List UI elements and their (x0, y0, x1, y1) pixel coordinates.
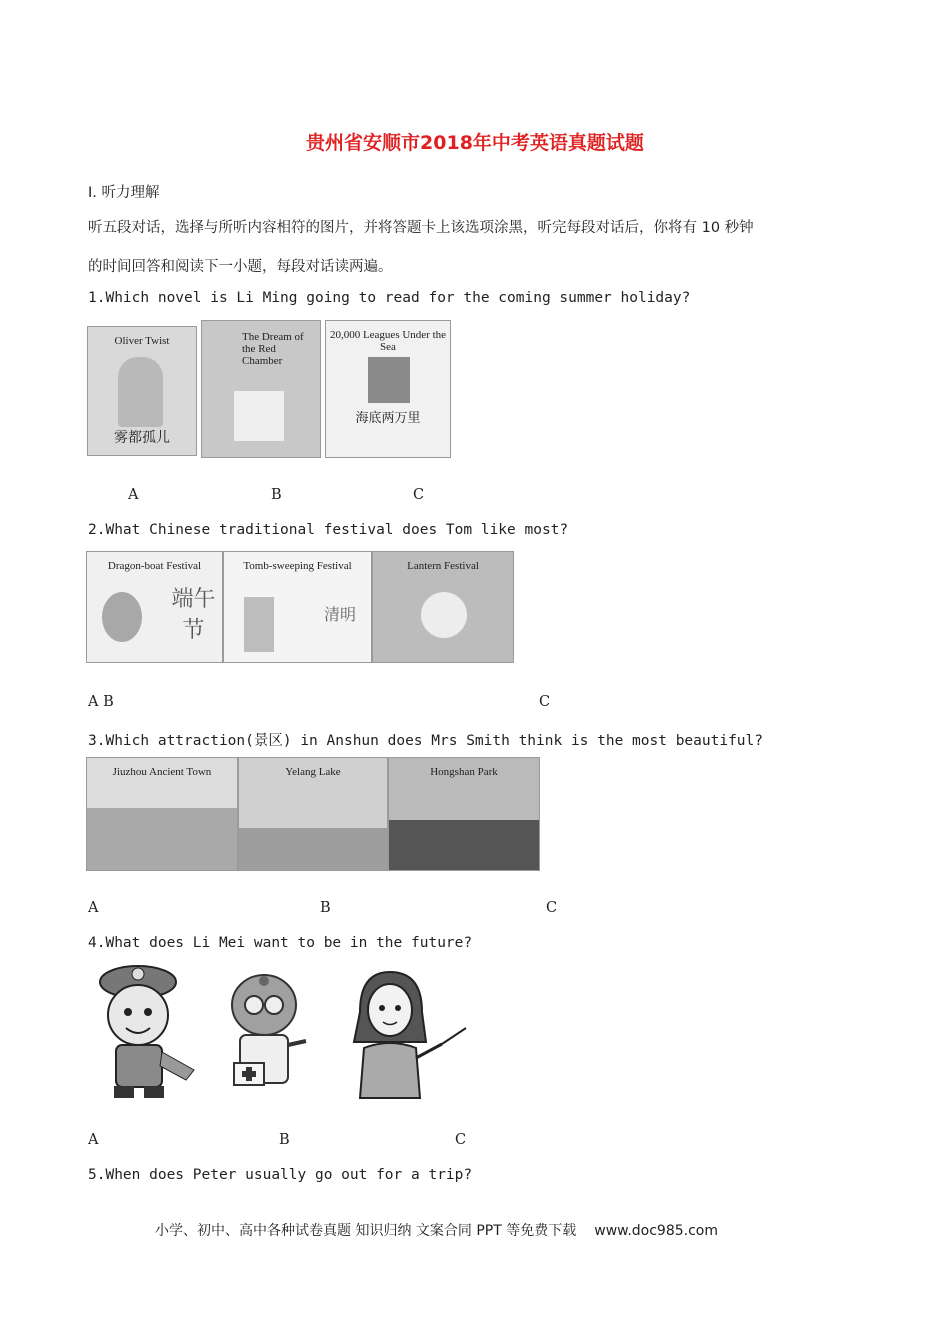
question-5-text: 5.When does Peter usually go out for a trip? (88, 1167, 473, 1183)
q2-picture-b (223, 551, 372, 663)
q2-option-a-b: A B (88, 694, 114, 710)
q1-picture-b (201, 320, 321, 458)
q3-option-a: A (88, 900, 99, 916)
q1-option-b: B (271, 487, 282, 503)
q3-picture-b-caption: Yelang Lake (285, 766, 341, 778)
footer-text: 小学、初中、高中各种试卷真题 知识归纳 文案合同 PPT 等免费下载 (155, 1223, 577, 1239)
footer-url-link[interactable]: www.doc985.com (594, 1223, 718, 1239)
q2-option-c: C (539, 694, 551, 710)
q3-option-c: C (546, 900, 558, 916)
instructions-line-1: 听五段对话，选择与所听内容相符的图片，并将答题卡上该选项涂黑，听完每段对话后，你将有 10 秒钟 (88, 220, 754, 236)
q4-picture-b-doctor (214, 965, 314, 1097)
question-4-text: 4.What does Li Mei want to be in the future? (88, 935, 473, 951)
q1-picture-a (87, 326, 197, 456)
q2-picture-a-subcaption: 端午节 (171, 586, 216, 642)
page-footer (155, 1220, 718, 1240)
q4-picture-c-teacher (330, 962, 470, 1100)
q4-picture-a-police-officer (86, 960, 206, 1102)
q1-option-a: A (128, 487, 139, 503)
question-2-text: 2.What Chinese traditional festival does Tom like most? (88, 522, 569, 538)
q3-picture-a-caption: Jiuzhou Ancient Town (112, 766, 212, 778)
q3-picture-c-caption: Hongshan Park (430, 766, 498, 778)
q1-picture-b-caption: The Dream of the Red Chamber (242, 331, 304, 367)
q2-picture-c-caption: Lantern Festival (407, 560, 479, 572)
section-heading: Ⅰ. 听力理解 (88, 185, 160, 201)
q2-picture-b-caption: Tomb-sweeping Festival (243, 560, 352, 572)
page-title: 贵州省安顺市2018年中考英语真题试题 (306, 132, 644, 154)
q1-picture-c-subcaption: 海底两万里 (355, 410, 421, 425)
q1-picture-a-subcaption: 雾都孤儿 (114, 431, 170, 446)
q3-picture-c (388, 757, 540, 871)
q2-picture-a-caption: Dragon-boat Festival (107, 560, 202, 572)
q3-picture-a (86, 757, 238, 871)
q4-option-a: A (88, 1132, 99, 1148)
q2-picture-a (86, 551, 223, 663)
q3-option-b: B (320, 900, 331, 916)
q3-picture-b (238, 757, 388, 871)
q1-picture-c-caption: 20,000 Leagues Under the Sea (329, 329, 447, 353)
q4-option-b: B (279, 1132, 290, 1148)
q4-option-c: C (455, 1132, 467, 1148)
q2-picture-c (372, 551, 514, 663)
q2-picture-b-subcaption: 清明 (323, 607, 356, 624)
question-1-text: 1.Which novel is Li Ming going to read for the coming summer holiday? (88, 290, 691, 306)
q1-option-c: C (413, 487, 425, 503)
q1-picture-c (325, 320, 451, 458)
q1-picture-a-caption: Oliver Twist (114, 335, 170, 347)
question-3-text: 3.Which attraction(景区) in Anshun does Mrs Smith think is the most beautiful? (88, 733, 764, 749)
instructions-line-2: 的时间回答和阅读下一小题，每段对话读两遍。 (88, 259, 393, 275)
